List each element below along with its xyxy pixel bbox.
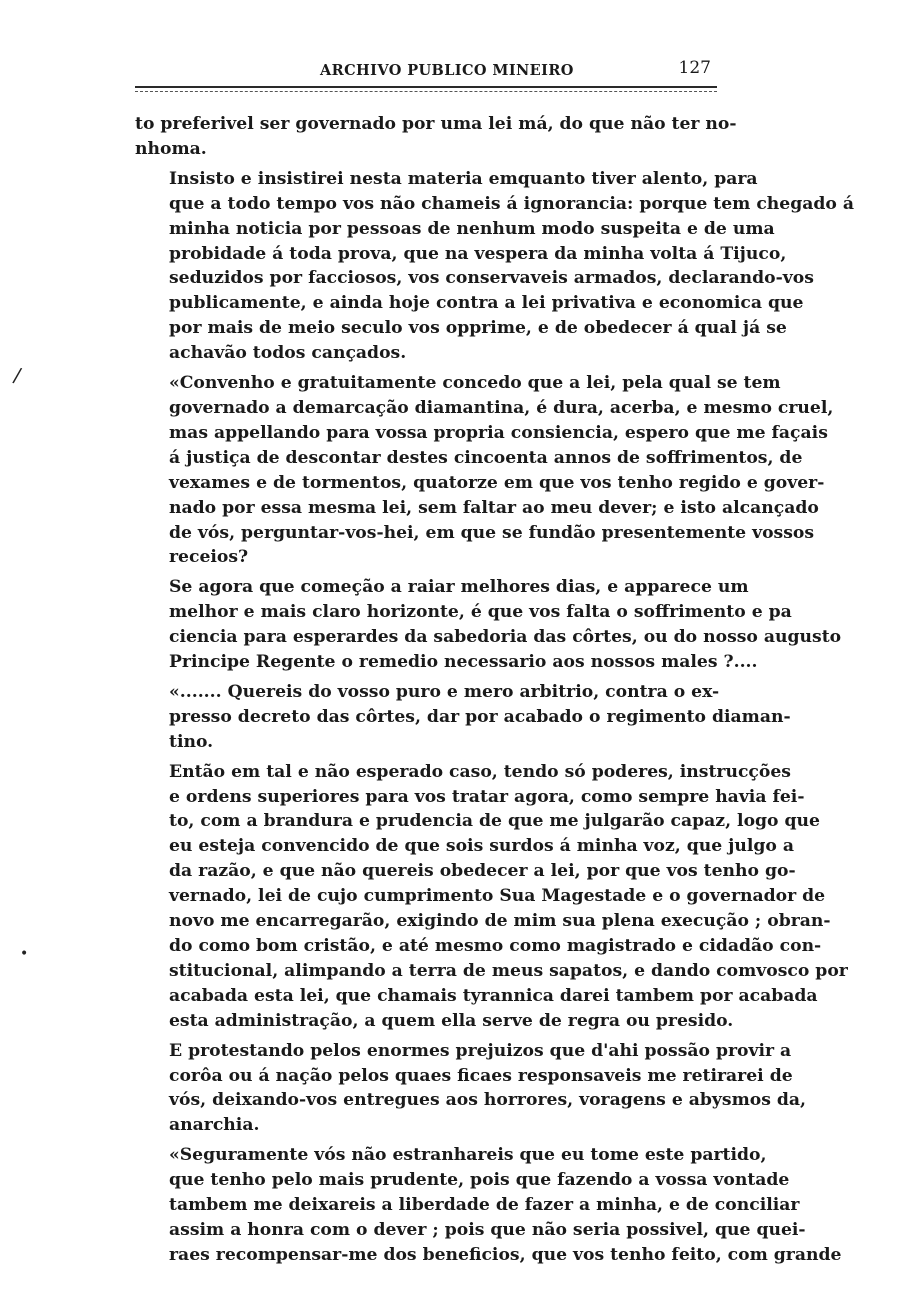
text-line: esta administração, a quem ella serve de regra ou presido. [169,1010,734,1031]
text-line: «Seguramente vós não estranhareis que eu tome este partido, [169,1145,767,1166]
running-title: ARCHIVO PUBLICO MINEIRO [320,62,574,79]
text-line: por mais de meio seculo vos opprime, e de obedecer á qual já se [169,318,787,339]
text-line: vós, deixando-vos entregues aos horrores, voragens e abysmos da, [169,1090,807,1111]
header-rule [135,86,717,88]
text-line: «Convenho e gratuitamente concedo que a lei, pela qual se tem [169,373,781,394]
text-line: que a todo tempo vos não chameis á ignorancia: porque tem chegado á [169,193,854,214]
text-line: acabada esta lei, que chamais tyrannica darei tambem por acabada [169,985,818,1006]
paragraph [135,1143,842,1268]
text-line: to preferivel ser governado por uma lei má, do que não ter no- [135,114,737,134]
margin-pencil-mark: / [11,362,24,388]
text-line: nhoma. [135,138,207,159]
text-line: nado por essa mesma lei, sem faltar ao meu dever; e isto alcançado [169,497,819,518]
text-line: novo me encarregarão, exigindo de mim sua plena execução ; obran- [169,911,831,932]
text-line: da razão, e que não quereis obedecer a lei, por que vos tenho go- [169,861,796,882]
text-line: vernado, lei de cujo cumprimento Sua Magestade e o governador de [169,886,826,907]
text-line: raes recompensar-me dos beneficios, que vos tenho feito, com grande [169,1244,842,1265]
text-line: seduzidos por facciosos, vos conservaveis armados, declarando-vos [169,268,814,289]
text-line: á justiça de descontar destes cincoenta annos de soffrimentos, de [169,447,803,468]
text-line: e ordens superiores para vos tratar agora, como sempre havia fei- [169,786,805,807]
page-header [135,56,715,86]
text-line: to, com a brandura e prudencia de que me julgarão capaz, logo que [169,811,820,832]
paragraph [135,575,842,675]
page-number: 127 [678,58,711,78]
text-line: mas appellando para vossa propria consiencia, espero que me façais [169,422,828,443]
text-line: melhor e mais claro horizonte, é que vos falta o soffrimento e pa [169,602,792,623]
text-line: probidade á toda prova, que na vespera da minha volta á Tijuco, [169,243,787,264]
paragraph [135,167,854,366]
text-line: do como bom cristão, e até mesmo como magistrado e cidadão con- [169,936,822,956]
text-line: ciencia para esperardes da sabedoria das côrtes, ou do nosso augusto [169,627,842,648]
text-line: Se agora que começão a raiar melhores dias, e apparece um [169,577,749,598]
text-line: de vós, perguntar-vos-hei, em que se fundão presentemente vossos [169,522,815,543]
text-line: Principe Regente o remedio necessario aos nossos males ?.... [169,652,758,673]
text-line: governado a demarcação diamantina, é dura, acerba, e mesmo cruel, [169,397,834,418]
text-line: achavão todos cançados. [169,343,407,364]
text-line: Insisto e insistirei nesta materia emquanto tiver alento, para [169,168,758,189]
text-line: publicamente, e ainda hoje contra a lei privativa e economica que [169,293,804,314]
text-line: corôa ou á nação pelos quaes ficaes responsaveis me retirarei de [169,1065,793,1086]
text-line: stitucional, alimpando a terra de meus sapatos, e dando comvosco por [169,960,848,981]
paragraph [135,371,834,570]
text-line: que tenho pelo mais prudente, pois que fazendo a vossa vontade [169,1170,790,1191]
paragraph [135,112,737,162]
text-line: Então em tal e não esperado caso, tendo só poderes, instrucções [169,761,791,782]
text-line: tambem me deixareis a liberdade de fazer a minha, e de conciliar [169,1195,800,1216]
body-text [135,112,854,1273]
text-line: presso decreto das côrtes, dar por acabado o regimento diaman- [169,706,791,727]
paragraph [135,1039,807,1139]
paragraph [135,760,848,1034]
margin-speck-mark: • [20,946,29,962]
text-line: «....... Quereis do vosso puro e mero arbitrio, contra o ex- [169,681,720,702]
text-line: tino. [169,731,214,752]
text-line: eu esteja convencido de que sois surdos á minha voz, que julgo a [169,836,795,857]
header-rule-dashed [135,91,717,92]
text-line: vexames e de tormentos, quatorze em que vos tenho regido e gover- [169,472,825,493]
text-line: minha noticia por pessoas de nenhum modo suspeita e de uma [169,218,775,239]
text-line: E protestando pelos enormes prejuizos que d'ahi possão provir a [169,1040,792,1061]
text-line: assim a honra com o dever ; pois que não seria possivel, que quei- [169,1219,806,1240]
text-line: anarchia. [169,1115,260,1136]
text-line: receios? [169,547,249,568]
paragraph [135,680,791,755]
